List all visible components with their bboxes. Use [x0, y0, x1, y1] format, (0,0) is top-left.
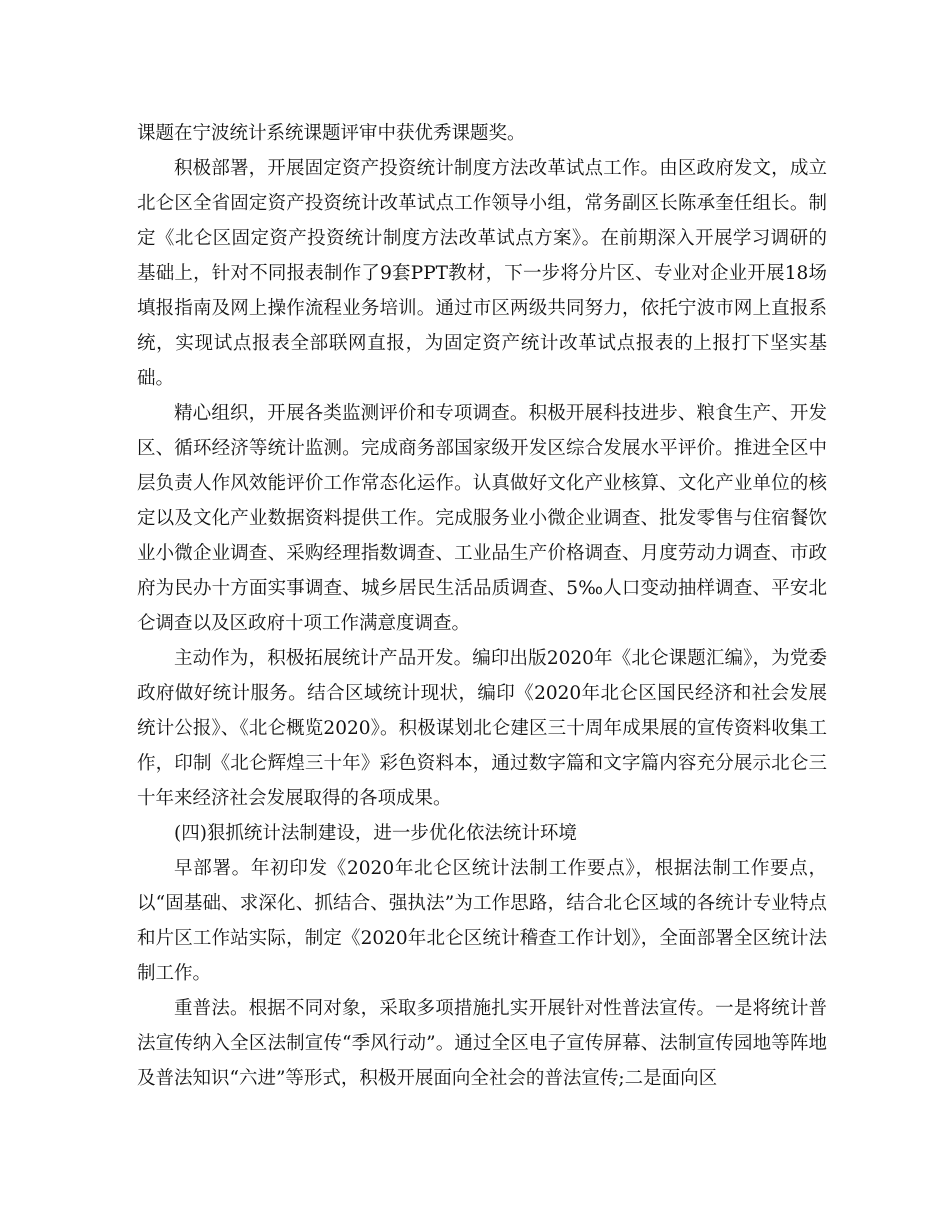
paragraph-6: 重普法。根据不同对象，采取多项措施扎实开展针对性普法宣传。一是将统计普法宣传纳入全区法制宣传“季风行动”。通过全区电子宣传屏幕、法制宣传园地等阵地及普法知识“六进”等形式，积极开展面向全社会的普法宣传;二是面向区 [137, 998, 827, 1089]
paragraph-5: 早部署。年初印发《2020年北仑区统计法制工作要点》，根据法制工作要点，以“固基础、求深化、抓结合、强执法”为工作思路，结合北仑区域的各统计专业特点和片区工作站实际，制定《2020年北仑区统计稽查工作计划》，全面部署全区统计法制工作。 [137, 858, 827, 984]
section-heading-4: (四)狠抓统计法制建设，进一步优化依法统计环境 [174, 823, 577, 844]
paragraph-4: 主动作为，积极拓展统计产品开发。编印出版2020年《北仑课题汇编》，为党委政府做好统计服务。结合区域统计现状，编印《2020年北仑区国民经济和社会发展统计公报》、《北仑概览2020》。积极谋划北仑建区三十周年成果展的宣传资料收集工作，印制《北仑辉煌三十年》彩色资料本，通过数字篇和文字篇内容充分展示北仑三十年来经济社会发展取得的各项成果。 [137, 648, 827, 809]
document-body [137, 116, 827, 1096]
paragraph-3: 精心组织，开展各类监测评价和专项调查。积极开展科技进步、粮食生产、开发区、循环经济等统计监测。完成商务部国家级开发区综合发展水平评价。推进全区中层负责人作风效能评价工作常态化运作。认真做好文化产业核算、文化产业单位的核定以及文化产业数据资料提供工作。完成服务业小微企业调查、批发零售与住宿餐饮业小微企业调查、采购经理指数调查、工业品生产价格调查、月度劳动力调查、市政府为民办十方面实事调查、城乡居民生活品质调查、5‰人口变动抽样调查、平安北仑调查以及区政府十项工作满意度调查。 [137, 403, 827, 634]
paragraph-1: 课题在宁波统计系统课题评审中获优秀课题奖。 [137, 123, 526, 144]
paragraph-2: 积极部署，开展固定资产投资统计制度方法改革试点工作。由区政府发文，成立北仑区全省固定资产投资统计改革试点工作领导小组，常务副区长陈承奎任组长。制定《北仑区固定资产投资统计制度方法改革试点方案》。在前期深入开展学习调研的基础上，针对不同报表制作了9套PPT教材，下一步将分片区、专业对企业开展18场填报指南及网上操作流程业务培训。通过市区两级共同努力，依托宁波市网上直报系统，实现试点报表全部联网直报，为固定资产统计改革试点报表的上报打下坚实基础。 [137, 158, 827, 389]
